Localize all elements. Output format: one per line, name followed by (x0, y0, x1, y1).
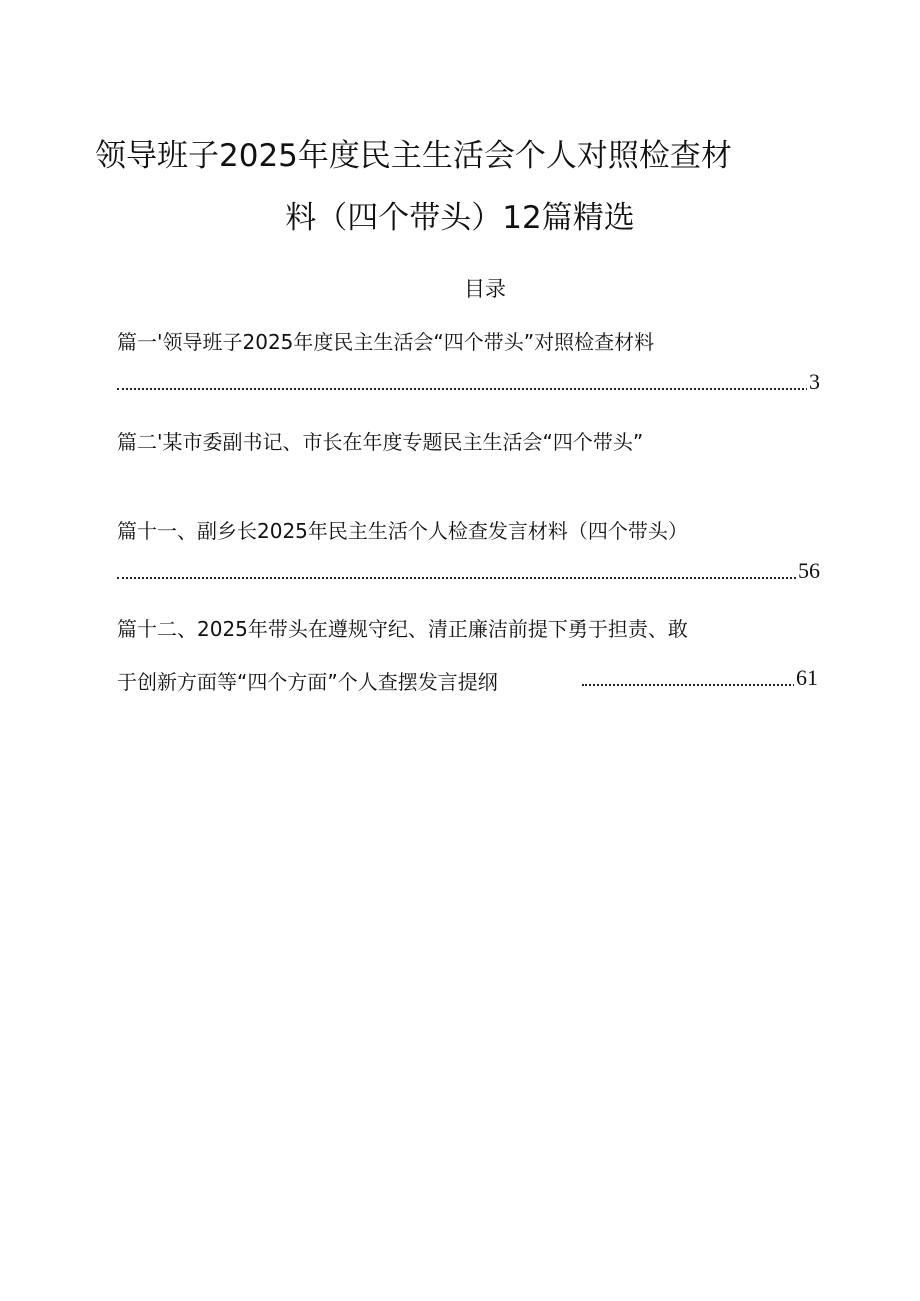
toc-dot-leader (117, 388, 820, 390)
toc-entry-1-page: 3 (809, 369, 820, 394)
toc-entry-3-leader (117, 557, 820, 585)
toc-entry-4-title-line-1[interactable]: 篇十二、2025年带头在遵规守纪、清正廉洁前提下勇于担责、敢 (117, 617, 688, 641)
toc-entry-3-title[interactable]: 篇十一、副乡长2025年民主生活个人检查发言材料（四个带头） (117, 519, 688, 543)
toc-entry-1-title[interactable]: 篇一'领导班子2025年度民主生活会“四个带头”对照检查材料 (117, 330, 655, 354)
toc-dot-leader (117, 577, 820, 579)
toc-entry-3-page: 56 (798, 558, 820, 583)
toc-heading: 目录 (464, 277, 506, 301)
toc-entry-4-title-line-2[interactable]: 于创新方面等“四个方面”个人查摆发言提纲 (117, 670, 498, 694)
document-title-line-1: 领导班子2025年度民主生活会个人对照检查材 (95, 138, 732, 174)
toc-entry-4-page: 61 (796, 665, 818, 690)
toc-entry-2-title[interactable]: 篇二'某市委副书记、市长在年度专题民主生活会“四个带头” (117, 430, 644, 454)
toc-dot-leader (582, 684, 818, 686)
toc-entry-4-leader (582, 664, 818, 692)
toc-entry-1-leader (117, 368, 820, 396)
document-title-line-2: 料（四个带头）12篇精选 (285, 200, 635, 236)
